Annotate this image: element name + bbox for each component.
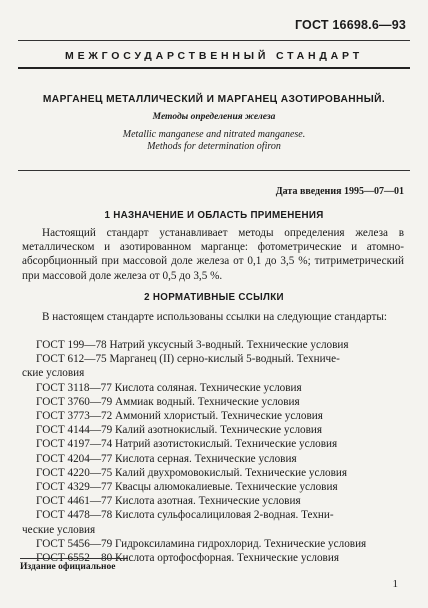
footer-rule: [20, 558, 128, 559]
section-1-paragraph: Настоящий стандарт устанавливает методы определения железа в металлическом и азотированном марганце: фотометрические и атомно-абсорбционный при массовой доле железа от 0,1 до 3,5 %; титриметрический при массовой доле железа от 0,5 до 3,5 %.: [22, 227, 404, 282]
reference-text: ГОСТ 3118—77 Кислота соляная. Технические условия: [36, 381, 302, 394]
document-subtitle: Методы определения железа: [152, 112, 276, 122]
reference-item: [22, 381, 404, 395]
interstate-standard-label: МЕЖГОСУДАРСТВЕННЫЙ СТАНДАРТ: [65, 50, 363, 62]
title-block-rule: [18, 170, 410, 171]
edition-label: Издание официальное: [20, 562, 116, 572]
reference-text: ГОСТ 199—78 Натрий уксусный 3-водный. Технические условия: [36, 339, 349, 351]
reference-item: [22, 437, 404, 451]
reference-text: ГОСТ 5456—79 Гидроксиламина гидрохлорид. Технические условия: [36, 537, 367, 550]
header-rule-bottom: [18, 67, 410, 69]
reference-text: ГОСТ 4197—74 Натрий азотистокислый. Технические условия: [36, 438, 338, 451]
reference-text: ГОСТ 4204—77 Кислота серная. Технические условия: [36, 452, 297, 465]
english-title: Metallic manganese and nitrated manganese.: [122, 129, 306, 140]
reference-item: [22, 452, 404, 466]
introduction-date: Дата введения 1995—07—01: [275, 186, 404, 197]
reference-continuation: ческие условия: [22, 523, 96, 536]
reference-text: ГОСТ 4478—78 Кислота сульфосалициловая 2-водная. Техни-: [36, 509, 334, 522]
reference-text: ГОСТ 4329—77 Квасцы алюмокалиевые. Технические условия: [36, 481, 338, 494]
reference-item: [22, 480, 404, 494]
reference-item: [22, 423, 404, 437]
reference-item: [22, 466, 404, 480]
standard-number: ГОСТ 16698.6—93: [294, 18, 406, 32]
section-2-intro: В настоящем стандарте использованы ссылки на следующие стандарты:: [42, 311, 387, 323]
page-number: 1: [392, 578, 398, 590]
reference-item: [22, 395, 404, 409]
reference-item: [22, 338, 404, 352]
reference-item: [22, 537, 404, 551]
reference-item: [22, 508, 404, 536]
reference-continuation: ские условия: [22, 367, 85, 380]
reference-item: [22, 352, 404, 380]
section-1-heading: 1 НАЗНАЧЕНИЕ И ОБЛАСТЬ ПРИМЕНЕНИЯ: [104, 210, 324, 221]
normative-references-list: [22, 338, 404, 565]
header-rule-top: [18, 40, 410, 41]
reference-text: ГОСТ 612—75 Марганец (II) серно-кислый 5-водный. Техниче-: [36, 353, 340, 366]
section-2-heading: 2 НОРМАТИВНЫЕ ССЫЛКИ: [144, 292, 284, 303]
reference-item: [22, 409, 404, 423]
reference-text: ГОСТ 3760—79 Аммиак водный. Технические условия: [36, 395, 300, 408]
english-subtitle: Methods for determination ofiron: [147, 141, 281, 152]
reference-text: ГОСТ 4461—77 Кислота азотная. Технические условия: [36, 495, 301, 508]
reference-item: [22, 494, 404, 508]
reference-text: ГОСТ 3773—72 Аммоний хлористый. Технические условия: [36, 410, 323, 423]
reference-text: ГОСТ 4144—79 Калий азотнокислый. Технические условия: [36, 424, 323, 437]
reference-text: ГОСТ 6552—80 Кислота ортофосфорная. Технические условия: [36, 552, 339, 565]
document-title: МАРГАНЕЦ МЕТАЛЛИЧЕСКИЙ И МАРГАНЕЦ АЗОТИРОВАННЫЙ.: [42, 94, 386, 105]
reference-text: ГОСТ 4220—75 Калий двухромовокислый. Технические условия: [36, 466, 348, 479]
